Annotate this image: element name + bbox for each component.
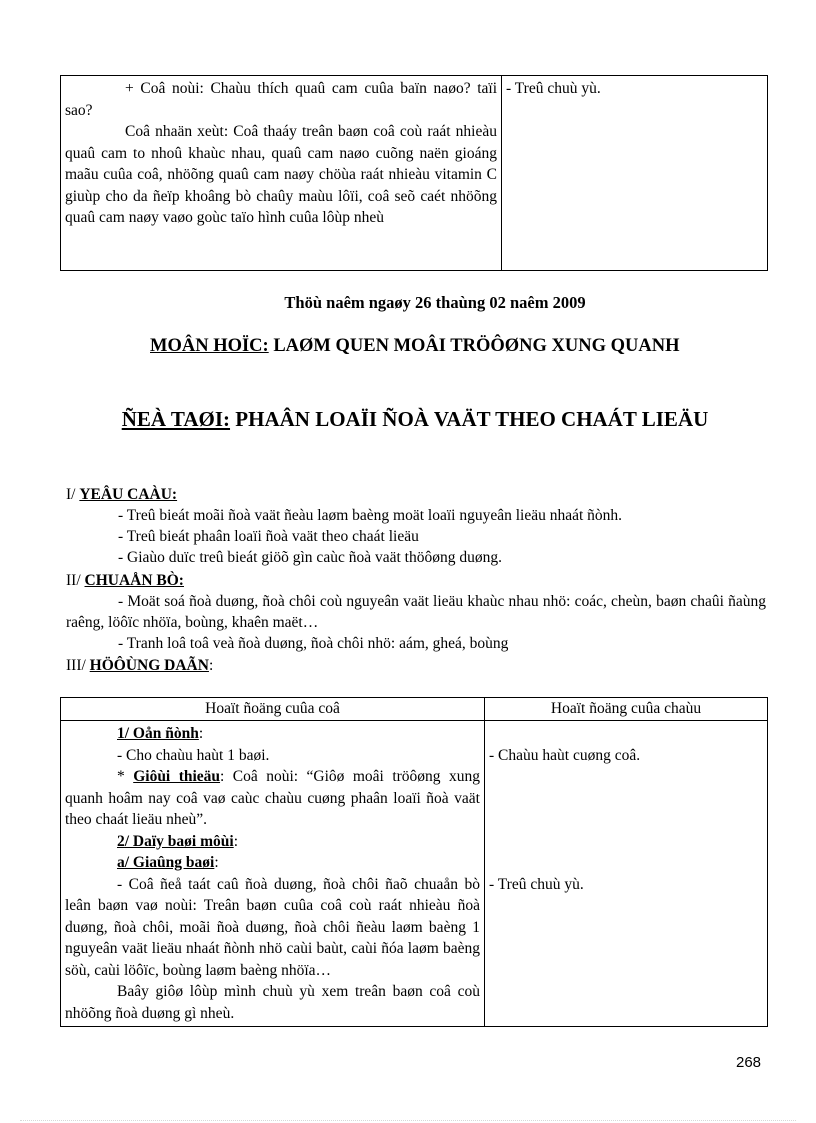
- teacher-question: + Coâ noùi: Chaùu thích quaû cam cuûa baïn naøo? taïi sao?: [65, 80, 497, 119]
- stabilize-line: - Cho chaùu haùt 1 baøi.: [117, 746, 270, 764]
- child-reply: - Treû chuù yù.: [506, 80, 601, 97]
- subject-label: MOÂN HOÏC:: [150, 336, 269, 356]
- subject-value: LAØM QUEN MOÂI TRÖÔØNG XUNG QUANH: [268, 336, 680, 356]
- teacher-comment: Coâ nhaän xeùt: Coâ thaáy treân baøn coâ coù raát nhieàu quaû cam to nhoû khaùc nhau, quaû cam naøo cuõng naën gioáng maãu cuûa coâ, nhöõng quaû cam naøy chöùa raát nhieàu vitamin C giuùp cho da ñeïp khoâng bò chaûy maùu lôïi, coâ seõ caét nhöõng quaû cam naøy vaøo goùc taïo hình cuûa lôùp nheù: [65, 123, 497, 226]
- page-number: 268: [736, 1054, 762, 1071]
- teacher-activity-cell: [61, 721, 485, 1027]
- child-activity-cell: [485, 721, 768, 1027]
- section-preparation: [66, 570, 766, 654]
- list-item: - Moät soá ñoà duøng, ñoà chôi coù nguyeân vaät lieäu khaùc nhau nhö: coác, cheùn, baøn chaûi ñaùng raêng, löôïc nhöïa, boùng, khaên maët…: [66, 593, 766, 631]
- section-heading: III/ HÖÔÙNG DAÃN:: [66, 657, 214, 674]
- section-guidance: [66, 655, 766, 676]
- child-reply: - Chaùu haùt cuøng coâ.: [489, 746, 641, 764]
- lecture-heading: a/ Giaûng baøi:: [117, 854, 219, 871]
- section-heading: I/ YEÂU CAÀU:: [66, 486, 178, 503]
- lesson-value: PHAÂN LOAÏI ÑOÀ VAÄT THEO CHAÁT LIEÄU: [230, 407, 709, 431]
- lecture-text: - Coâ ñeå taát caû ñoà duøng, ñoà chôi ñaõ chuaån bò leân baøn vaø noùi: Treân baøn cuûa coâ coù raát nhieàu ñoà duøng, ñoà chôi, moãi ñoà duøng, ñoà chôi ñeàu laøm baèng 1 nguyeân vaät lieäu nhaát ñònh nhö caùi baùt, caùi ñóa laøm baèng söù, caùi löôïc, boùng laøm baèng nhöïa…: [65, 875, 480, 979]
- list-item: - Treû bieát moãi ñoà vaät ñeàu laøm baèng moät loaïi nguyeân lieäu nhaát ñònh.: [118, 507, 623, 524]
- introduction: * Giôùi thieäu: Coâ noùi: “Giôø moâi tröôøng xung quanh hoâm nay coâ vaø caùc chaùu cuøng phaân loaïi ñoà vaät theo chaát lieäu nheù”.: [65, 768, 480, 828]
- header-teacher: Hoaït ñoäng cuûa coâ: [61, 698, 485, 721]
- child-activity-cell: [502, 76, 768, 271]
- child-reply: - Treû chuù yù.: [489, 875, 584, 893]
- lesson-label: ÑEÀ TAØI:: [121, 407, 231, 431]
- teacher-activity-cell: [61, 76, 502, 271]
- section-heading: II/ CHUAÅN BÒ:: [66, 572, 184, 589]
- page-bottom-divider: [20, 1120, 796, 1121]
- continued-activity-table: [60, 75, 768, 271]
- activity-table: [60, 697, 768, 1027]
- lecture-now-text: Baây giôø lôùp mình chuù yù xem treân baøn coâ coù nhöõng ñoà duøng gì nheù.: [65, 983, 480, 1022]
- list-item: - Treû bieát phaân loaïi ñoà vaät theo chaát lieäu: [118, 528, 419, 545]
- stabilize-heading: 1/ Oån ñònh:: [117, 725, 204, 742]
- new-lesson-heading: 2/ Daïy baøi môùi:: [117, 832, 239, 850]
- list-item: - Tranh loâ toâ veà ñoà duøng, ñoà chôi nhö: aám, gheá, boùng: [118, 635, 509, 652]
- header-child: Hoaït ñoäng cuûa chaùu: [485, 698, 768, 721]
- subject-heading: [66, 333, 706, 359]
- lesson-title: [100, 404, 730, 434]
- list-item: - Giaùo duïc treû bieát giöõ gìn caùc ñoà vaät thöôøng duøng.: [118, 549, 502, 566]
- section-requirements: [66, 484, 766, 568]
- date-line: Thöù naêm ngaøy 26 thaùng 02 naêm 2009: [284, 293, 586, 312]
